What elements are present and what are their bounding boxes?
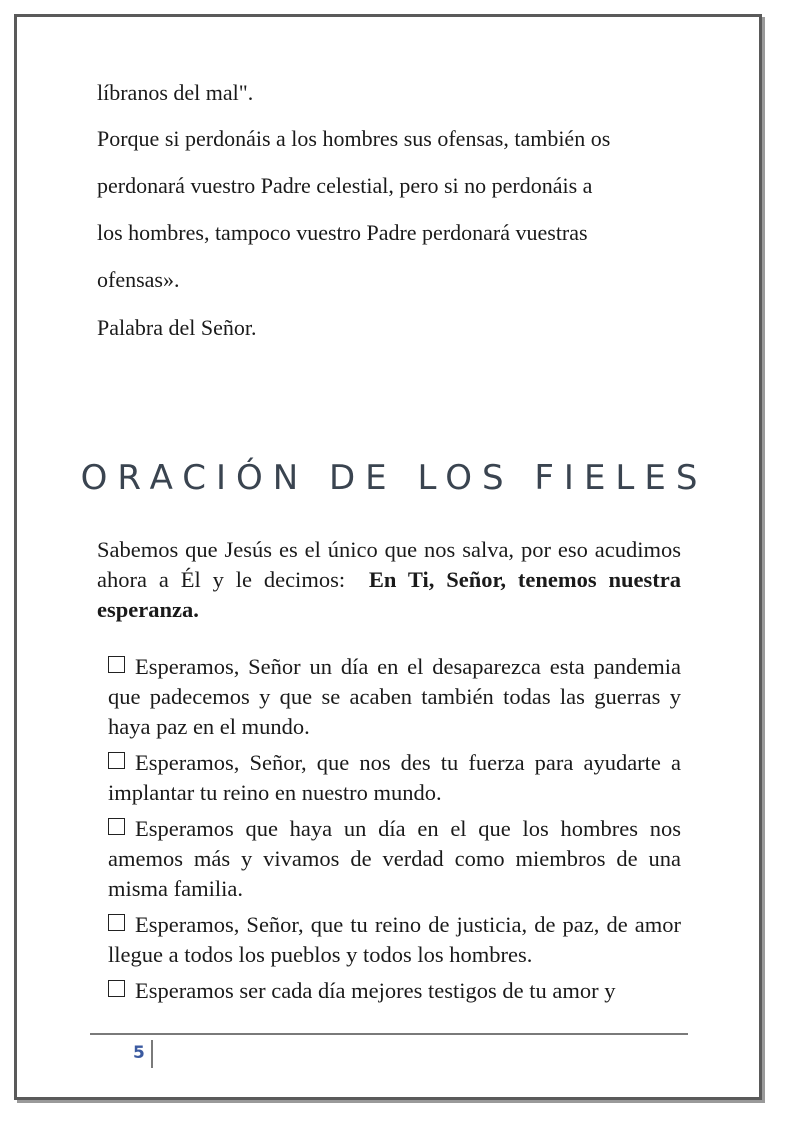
petition-text: Esperamos, Señor, que tu reino de justicia, de paz, de amor llegue a todos los pueblos y todos los hombres. — [108, 912, 681, 967]
petition-item — [108, 748, 681, 808]
checkbox-icon — [108, 752, 125, 769]
reading-line: Palabra del Señor. — [97, 315, 257, 340]
intro-text: Sabemos que Jesús es el único que nos salva, por eso acudimos ahora a Él y le decimos: — [97, 537, 681, 592]
petition-item — [108, 910, 681, 970]
reading-line: líbranos del mal". — [97, 80, 254, 105]
petition-item — [108, 814, 681, 904]
reading-line: ofensas». — [97, 267, 180, 292]
checkbox-icon — [108, 656, 125, 673]
petition-text: Esperamos ser cada día mejores testigos de tu amor y — [135, 978, 616, 1003]
page-number-divider — [151, 1040, 153, 1068]
petition-item — [108, 976, 681, 1006]
checkbox-icon — [108, 818, 125, 835]
reading-line: Porque si perdonáis a los hombres sus ofensas, también os — [97, 126, 611, 151]
petition-list — [108, 652, 681, 1012]
checkbox-icon — [108, 980, 125, 997]
petition-text: Esperamos, Señor un día en el desaparezca esta pandemia que padecemos y que se acaben también todas las guerras y haya paz en el mundo. — [108, 654, 681, 739]
intro-paragraph — [97, 535, 681, 625]
petition-item — [108, 652, 681, 742]
page-number: 5 — [133, 1043, 145, 1063]
reading-line: los hombres, tampoco vuestro Padre perdonará vuestras — [97, 220, 588, 245]
footer-divider — [90, 1033, 688, 1035]
petition-text: Esperamos que haya un día en el que los hombres nos amemos más y vivamos de verdad como miembros de una misma familia. — [108, 816, 681, 901]
petition-text: Esperamos, Señor, que nos des tu fuerza para ayudarte a implantar tu reino en nuestro mundo. — [108, 750, 681, 805]
congregation-response: En Ti, Señor, tenemos nuestra esperanza. — [97, 567, 681, 622]
section-title: ORACIÓN DE LOS FIELES — [80, 458, 708, 498]
reading-line: perdonará vuestro Padre celestial, pero si no perdonáis a — [97, 173, 593, 198]
checkbox-icon — [108, 914, 125, 931]
